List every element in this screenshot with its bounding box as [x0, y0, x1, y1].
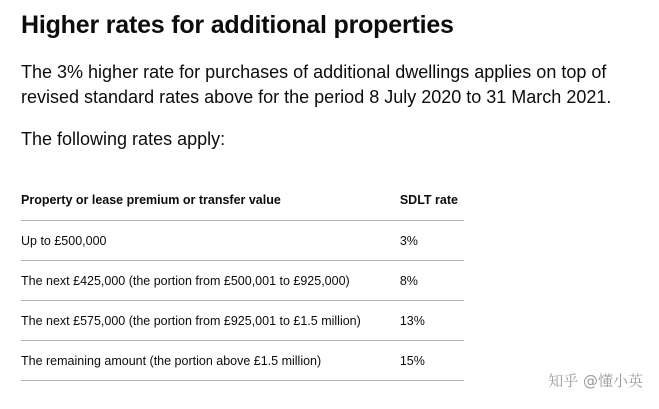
table-cell-value: The remaining amount (the portion above £1.5 million): [21, 341, 392, 381]
table-cell-rate: 3%: [392, 221, 464, 261]
column-header-value: Property or lease premium or transfer value: [21, 180, 392, 221]
table-row: [21, 221, 464, 261]
table-cell-rate: 13%: [392, 301, 464, 341]
table-row: [21, 301, 464, 341]
table-cell-value: The next £425,000 (the portion from £500,001 to £925,000): [21, 261, 392, 301]
table-cell-rate: 15%: [392, 341, 464, 381]
table-row: [21, 261, 464, 301]
table-cell-rate: 8%: [392, 261, 464, 301]
column-header-rate: SDLT rate: [392, 180, 464, 221]
watermark: 知乎 @懂小英: [548, 372, 643, 390]
table-cell-value: The next £575,000 (the portion from £925,001 to £1.5 million): [21, 301, 392, 341]
table-header-row: [21, 180, 464, 221]
table-cell-value: Up to £500,000: [21, 221, 392, 261]
intro-paragraph: The following rates apply:: [21, 129, 226, 149]
page-heading: Higher rates for additional properties: [21, 11, 454, 39]
table-row: [21, 341, 464, 381]
sdlt-rates-table: [21, 180, 464, 381]
lead-paragraph: The 3% higher rate for purchases of additional dwellings applies on top of revised standard rates above for the period 8 July 2020 to 31 March 2021.: [21, 62, 612, 107]
